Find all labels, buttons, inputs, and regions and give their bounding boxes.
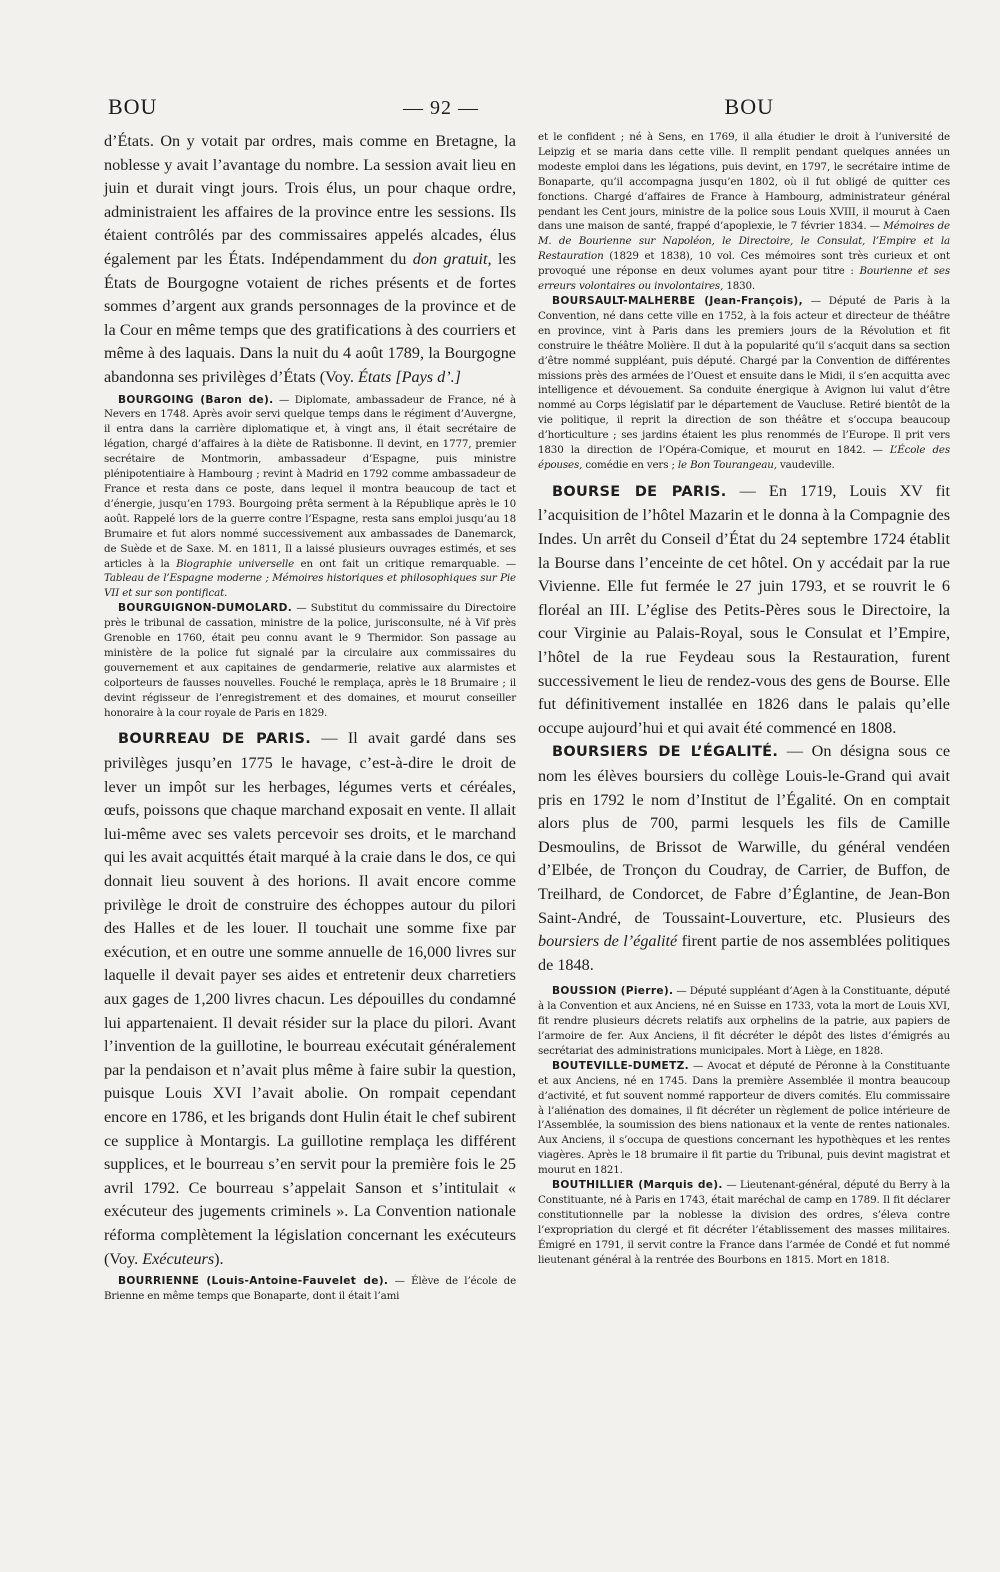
entry-text: — Élève de l’école de Brienne en même temps que Bonaparte, dont il était l’ami (104, 1275, 517, 1303)
entry-text: firent partie de nos assemblées politiques de 1848. (538, 932, 951, 974)
entry-headword: BOURSAULT-MALHERBE (Jean-François), (552, 294, 803, 307)
cross-reference: Exécuteurs (142, 1249, 215, 1268)
entry-text: — Député de Paris à la Convention, né dans cette ville en 1752, à la fois acteur et directeur de théâtre en province, vint à Paris dans les premiers jours de la Révolution et fit construire le théâtre Molière. Il dut à la popularité qu’il s’acquit dans sa section d’être nommé suppléant, puis député. Chargé par la Convention de différentes missions près des armées de l’Ouest et ensuite dans le Midi, il s’en acquitta avec intelligence et dévouement. Sa conduite énergique à Avignon lui valut d’être nommé au Corps législatif par le département de Vaucluse. Retiré bientôt de la vie politique, il reprit la direction de son théâtre et s’occupa beaucoup d’horticulture ; ses jardins étaient les plus renommés de l’Europe. Il prit vers 1830 la direction de l’Opéra-Comique, et mourut en 1842. — (538, 294, 950, 457)
entry-text: les États de Bourgogne votaient de riches présents et de fortes sommes d’argent aux grands personnages de la province et de la Cour en même temps que des gratifications à des courriers et même à des laquais. Dans la nuit du 4 août 1789, la Bourgogne abandonna ses privilèges d’États (Voy. (104, 249, 517, 386)
entry-bourrienne (104, 1274, 516, 1304)
entry-headword: BOURSE DE PARIS. (552, 483, 727, 500)
entry-text: comédie en vers ; (585, 458, 675, 471)
entry-text: — En 1719, Louis XV fit l’acquisition de l’hôtel Mazarin et le donna à la Compagnie des Indes. Un arrêt du Conseil d’État du 24 septembre 1724 établit la Bourse dans l’enceinte de cet hôtel. On y accédait par la rue Vivienne. Elle fut fermée le 27 juin 1793, et se rouvrit le 6 floréal an III. L’église des Petits-Pères sous le Directoire, la cour Virginie au Palais-Royal, sous le Consulat et l’Empire, l’hôtel de la rue Feydeau sous la Restauration, furent successivement le lieu de rendez-vous des gens de Bourse. Elle fut définitivement installée en 1826 dans le palais qu’elle occupe aujourd’hui et qui avait été commencé en 1808. (538, 481, 950, 737)
entry-headword: BOURGOING (Baron de). (118, 393, 274, 406)
entry-headword: BOURGUIGNON-DUMOLARD. (118, 602, 293, 615)
running-header (108, 94, 774, 124)
entry-text: et le confident ; né à Sens, en 1769, il alla étudier le droit à l’université de Leipzig et se maria dans cette ville. Il remplit pendant quelques années un modeste emploi dans les légations, puis devint, en 1797, le secrétaire intime de Bonaparte, qu’il accompagna jusqu’en 1802, où il fut obligé de quitter ces fonctions. Chargé d’affaires de France à Hambourg, administrateur général pendant les Cent jours, ministre de la police sous Louis XVIII, il mourut à Caen dans une maison de santé, frappé d’apoplexie, le 7 février 1834. — (538, 131, 950, 233)
entry-text: — Lieutenant-général, député du Berry à la Constituante, né à Paris en 1743, était maréchal de camp en 1789. Il fit déclarer constitutionnelle par la noblesse la division des ordres, s’éleva contre l’expropriation du clergé et fit décréter l’établissement des masses militaires. Émigré en 1791, il servit contre la France dans l’armée de Condé et fut nommé lieutenant général à la rentrée des Bourbons en 1815. Mort en 1818. (538, 1179, 950, 1266)
entry-bouthillier (538, 1178, 950, 1267)
entry-headword: BOUSSION (Pierre). (552, 985, 674, 998)
entry-etats-continuation (104, 130, 516, 390)
entry-headword: BOURSIERS DE L’ÉGALITÉ. (552, 744, 779, 761)
right-column (538, 130, 950, 1268)
left-column (104, 130, 516, 1304)
entry-headword: BOUTEVILLE-DUMETZ. (552, 1059, 689, 1072)
entry-italic: Mémoires de M. de Bourienne sur Napoléon, le Directoire, le Consulat, l’Empire et la Restauration (538, 220, 950, 263)
page-number: — 92 — (403, 97, 479, 119)
entry-bouteville-dumetz (538, 1059, 950, 1178)
entry-text: d’États. On y votait par ordres, mais comme en Bretagne, la noblesse y avait l’avantage du nombre. La session avait lieu en juin et durait vingt jours. Trois élus, un pour chaque ordre, administraient les affaires de la province entre les sessions. Ils étaient contrôlés par des commissaires appelés alcades, élus également par les États. Indépendamment du (104, 132, 516, 268)
entry-boussion (538, 984, 950, 1059)
entry-text: — Avocat et député de Péronne à la Constituante et aux Anciens, né en 1745. Dans la première Assemblée il montra beaucoup d’activité, et fut souvent nommé rapporteur de divers comités. Elu commissaire à l’aliénation des domaines, il fit décréter un règlement de police intérieure de l’Assemblée, la soumission des biens nationaux et la vente de rentes nationales. Aux Anciens, il s’occupa de questions concernant les hypothèques et les rentes viagères. Après le 18 brumaire il fit partie du Tribunal, puis devint magistrat et mourut en 1821. (538, 1059, 950, 1177)
entry-italic: Tableau de l’Espagne moderne ; Mémoires historiques et philosophiques sur Pie VII et sur son pontificat. (104, 572, 516, 600)
entry-italic: don gratuit, (412, 249, 492, 268)
entry-italic: boursiers de l’égalité (538, 932, 678, 951)
entry-boursault-malherbe (538, 294, 950, 473)
entry-bourguignon-dumolard (104, 601, 516, 720)
entry-text: en ont fait un critique remarquable. — (300, 557, 517, 570)
entry-bourreau-de-paris (104, 727, 516, 1271)
entry-text: — Il avait gardé dans ses privilèges jusqu’en 1775 le havage, c’est-à-dire le droit de lever un impôt sur les herbages, légumes verts et céréales, œufs, poissons que chaque marchand exposait en vente. Il allait lui-même avec ses valets percevoir ses droits, et le marchand qui les avait acquittés était marqué à la craie dans le dos, ce qui donnait lieu souvent à des horions. Il avait encore comme privilège le droit de construire des échoppes autour du pilori des Halles et de les louer. Il touchait une somme fixe par exécution, et en outre une somme annuelle de 16,000 livres sur laquelle il devait payer ses aides et entretenir deux charretiers aux gages de 1,200 livres chacun. Les dépouilles du condamné lui appartenaient. Il devait résider sur la place du pilori. Avant l’invention de la guillotine, le bourreau exécutait généralement par la pendaison et n’avait plus même à faire subir la question, puisque Louis XVI l’avait abolie. On rompait cependant encore en 1786, et les brigands dont Hulin était le chef subirent ce supplice à Montargis. La guillotine remplaça les différent supplices, et le bourreau s’en servit pour la première fois le 25 avril 1792. Ce bourreau s’appelait Sanson et s’intitulait « exécuteur des jugements criminels ». La Convention nationale réforma complètement la législation concernant les exécuteurs (Voy. (104, 729, 516, 1268)
entry-text: — Député suppléant d’Agen à la Constituante, député à la Convention et aux Anciens, né en Suisse en 1733, vota la mort de Louis XVI, fit rendre plusieurs décrets relatifs aux orphelins de la patrie, aux papiers de l’armoire de fer. Aux Anciens, il fit décréter le dépôt des listes d’émigrés au secrétariat des administrations municipales. Mort à Liège, en 1828. (538, 985, 950, 1057)
header-left: BOU (108, 94, 158, 119)
entry-italic: Biographie universelle (176, 557, 295, 570)
entry-text: — On désigna sous ce nom les élèves boursiers du collège Louis-le-Grand qui avait pris en 1792 le nom d’Institut de l’Égalité. On en comptait alors plus de 700, parmi lesquels les fils de Camille Desmoulins, de Brissot de Warwille, du général vendéen d’Elbée, de Tronçon du Coudray, de Carrier, de Buffon, de Treilhard, de Condorcet, de Fabre d’Églantine, de Jean-Bon Saint-André, de Toussaint-Louverture, etc. Plusieurs des (538, 742, 950, 927)
entry-boursiers-de-l-egalite (538, 740, 950, 977)
entry-bourse-de-paris (538, 480, 950, 741)
entry-italic: le Bon Tourangeau, (677, 458, 777, 471)
entry-text: — Diplomate, ambassadeur de France, né à Nevers en 1748. Après avoir servi quelque temps dans le régiment d’Auvergne, il entra dans la carrière diplomatique et, à vingt ans, il était secrétaire de légation, chargé d’affaires à la diète de Ratisbonne. Il devint, en 1777, premier secrétaire de Montmorin, ambassadeur d’Espagne, puis ministre plénipotentiaire à Hambourg ; revint à Madrid en 1792 comme ambassadeur de France et resta dans ce poste, dans lequel il montra beaucoup de tact et d’énergie, jusqu’en 1793. Bourgoing prêta serment à la République après le 10 août. Rappelé lors de la guerre contre l’Espagne, resta sans emploi jusqu’au 18 Brumaire et fut alors nommé successivement aux ambassades de Danemarck, de Suède et de Saxe. M. en 1811, Il a laissé plusieurs ouvrages estimés, et ses articles à la (104, 393, 517, 570)
entry-headword: BOUTHILLIER (Marquis de). (552, 1179, 723, 1192)
entry-bourgoing (104, 393, 516, 602)
entry-text: 1830. (726, 280, 756, 293)
entry-headword: BOURRIENNE (Louis-Antoine-Fauvelet de). (118, 1275, 389, 1288)
entry-text: — Substitut du commissaire du Directoire près le tribunal de cassation, ministre de la police, jurisconsulte, né à Vif près Grenoble en 1760, était peu connu avant le 9 Thermidor. Son passage au ministère de la police fut signalé par la circulaire aux commissaires du gouvernement et aux capitaines de gendarmerie, relative aux alarmistes et colporteurs de fausses nouvelles. Fouché le remplaça, après le 18 Brumaire ; il devint régisseur de l’enregistrement et des domaines, et mourut conseiller honoraire à la cour royale de Paris en 1829. (104, 602, 516, 719)
entry-text: vaudeville. (779, 458, 835, 471)
entry-text: ). (214, 1249, 224, 1268)
entry-italic: Bourienne et ses erreurs volontaires ou involontaires, (538, 265, 951, 293)
cross-reference: États [Pays d’.] (358, 367, 461, 386)
entry-headword: BOURREAU DE PARIS. (118, 731, 311, 748)
header-right: BOU (724, 94, 774, 119)
entry-italic: L’École des épouses, (538, 444, 950, 471)
entry-bourrienne-continuation (538, 130, 950, 294)
entry-text: (1829 et 1838), 10 vol. Ces mémoires sont très curieux et ont provoqué une réponse en deux volumes ayant pour titre : (538, 250, 950, 278)
